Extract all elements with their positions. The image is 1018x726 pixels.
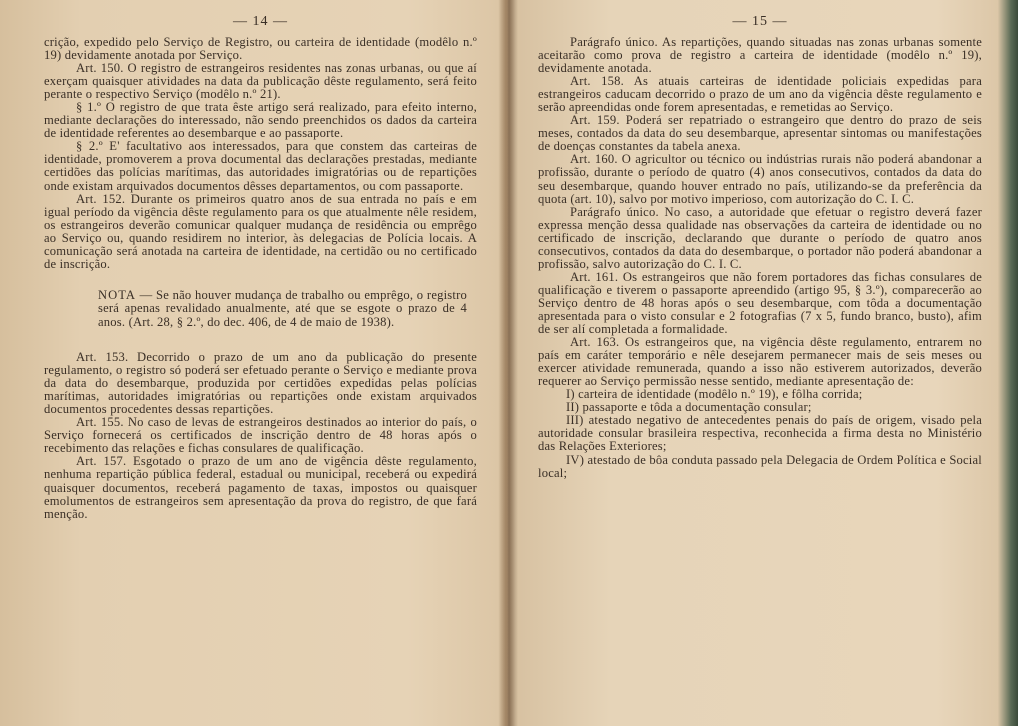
note-label: NOTA [98,287,136,302]
sole-paragraph: Parágrafo único. No caso, a autoridade que efetuar o registro deverá fazer expressa menção dessa qualidade nas observações da carteira de identidade ou no certificado de inscrição, declarando que durante o período de quatro anos consecutivos, contados da data do desembarque, o portador não poderá abandonar a profissão, salvo autorização do C. I. C. [538,204,982,271]
list-item: II) passaporte e tôda a documentação consular; [566,400,812,415]
list-item: I) carteira de identidade (modêlo n.º 19), e fôlha corrida; [566,387,863,402]
left-page-body [44,36,477,521]
right-page [512,0,1006,726]
article-159: Art. 159. Poderá ser repatriado o estrangeiro que dentro do prazo de seis meses, contados da data do seu desembarque, apresentar sintomas ou manifestações de doenças constantes da tabela anexa. [538,113,982,154]
left-page [0,0,505,726]
note-block [98,289,467,329]
paragraph-2: § 2.º E' facultativo aos interessados, para que constem das carteiras de identidade, promoverem a prova documental das declarações prestadas, mediante certidões das polícias marítimas, das autoridades imigratórias ou de repartições onde existam arquivados documentos dêsses departamentos, ou com passaporte. [44,139,477,193]
article-150: Art. 150. O registro de estrangeiros residentes nas zonas urbanas, ou que aí exerçam quaisquer atividades na data da publicação dêste regulamento, será feito perante o respectivo Serviço (modêlo n.º 21). [44,61,477,102]
list-item: IV) atestado de bôa conduta passado pela Delegacia de Ordem Política e Social local; [538,452,982,480]
paragraph: crição, expedido pelo Serviço de Registro, ou carteira de identidade (modêlo n.º 19) devidamente anotada por Serviço. [44,35,477,63]
article-158: Art. 158. As atuais carteiras de identidade policiais expedidas para estrangeiros caducam decorrido o prazo de um ano da vigência dêste regulamento e serão apreendidas onde forem apresentadas, e remetidas ao Serviço. [538,74,982,115]
article-155: Art. 155. No caso de levas de estrangeiros destinados ao interior do país, o Serviço fornecerá os certificados de inscrição dentro de 48 horas após o recebimento das relações e fichas consulares de qualificação. [44,415,477,456]
article-163: Art. 163. Os estrangeiros que, na vigência dêste regulamento, entrarem no país em caráter temporário e nêle desejarem permanecer mais de seis meses ou exercer atividade remunerada, quando a isso não estiverem autorizados, deverão requerer ao Serviço permissão nesse sentido, mediante apresentação de: [538,335,982,389]
article-152: Art. 152. Durante os primeiros quatro anos de sua entrada no país e em igual período da vigência dêste regulamento para os que atualmente nêle residem, os estrangeiros deverão comunicar qualquer mudança de residência ou emprêgo ao Serviço ou, quando residirem no interior, às delegacias de Polícia locais. A comunicação será anotada na carteira de identidade, na certidão ou no certificado de inscrição. [44,191,477,271]
page-number: — 15 — [732,14,788,29]
page-number: — 14 — [233,14,288,29]
article-161: Art. 161. Os estrangeiros que não forem portadores das fichas consulares de qualificação e tiverem o passaporte apreendido (artigo 95, § 3.º), comparecerão ao Serviço dentro de 48 horas após o seu desembarque, com tôda a documentação apresentada para o visto consular e 2 fotografias (7 x 5, fundo branco, busto), afim de ser alí completada a formalidade. [538,269,982,337]
article-153: Art. 153. Decorrido o prazo de um ano da publicação do presente regulamento, o registro só poderá ser efetuado perante o Serviço e mediante prova da data do desembarque, produzida por certidões expedidas pelas polícias marítimas, autoridades imigratórias ou repartições onde existam arquivados documentos procedentes dessas repartições. [44,350,477,417]
list-item: III) atestado negativo de antecedentes penais do país de origem, visado pela autoridade consular brasileira respectiva, reconhecida a firma desta no Ministério das Relações Exteriores; [538,413,982,454]
sole-paragraph: Parágrafo único. As repartições, quando situadas nas zonas urbanas somente aceitarão como prova de registro a carteira de identidade (modêlo n.º 19), devidamente anotada. [538,35,982,76]
paragraph-1: § 1.º O registro de que trata êste artigo será realizado, para efeito interno, mediante declarações do interessado, não sendo preenchidos os dados da carteira de identidade referentes ao desembarque e ao passaporte. [44,100,477,141]
article-157: Art. 157. Esgotado o prazo de um ano de vigência dêste regulamento, nenhuma repartição pública federal, estadual ou municipal, receberá ou expedirá quaisquer documentos, receberá pagamento de taxas, impostos ou quaisquer emolumentos de estrangeiros sem apresentação da prova do registro, de que fará menção. [44,454,477,521]
right-page-body [538,36,982,480]
article-160: Art. 160. O agricultor ou técnico ou indústrias rurais não poderá abandonar a profissão, durante o período de quatro (4) anos consecutivos, contados da data do seu desembarque, quando houver entrado no país, utilizando-se da preferência da quota (art. 10), salvo por motivo imperioso, com autorização do C. I. C. [538,152,982,206]
note-text: — Se não houver mudança de trabalho ou emprêgo, o registro será apenas revalidado anualmente, até que se esgote o prazo de 4 anos. (Art. 28, § 2.º, do dec. 406, de 4 de maio de 1938). [98,287,467,329]
